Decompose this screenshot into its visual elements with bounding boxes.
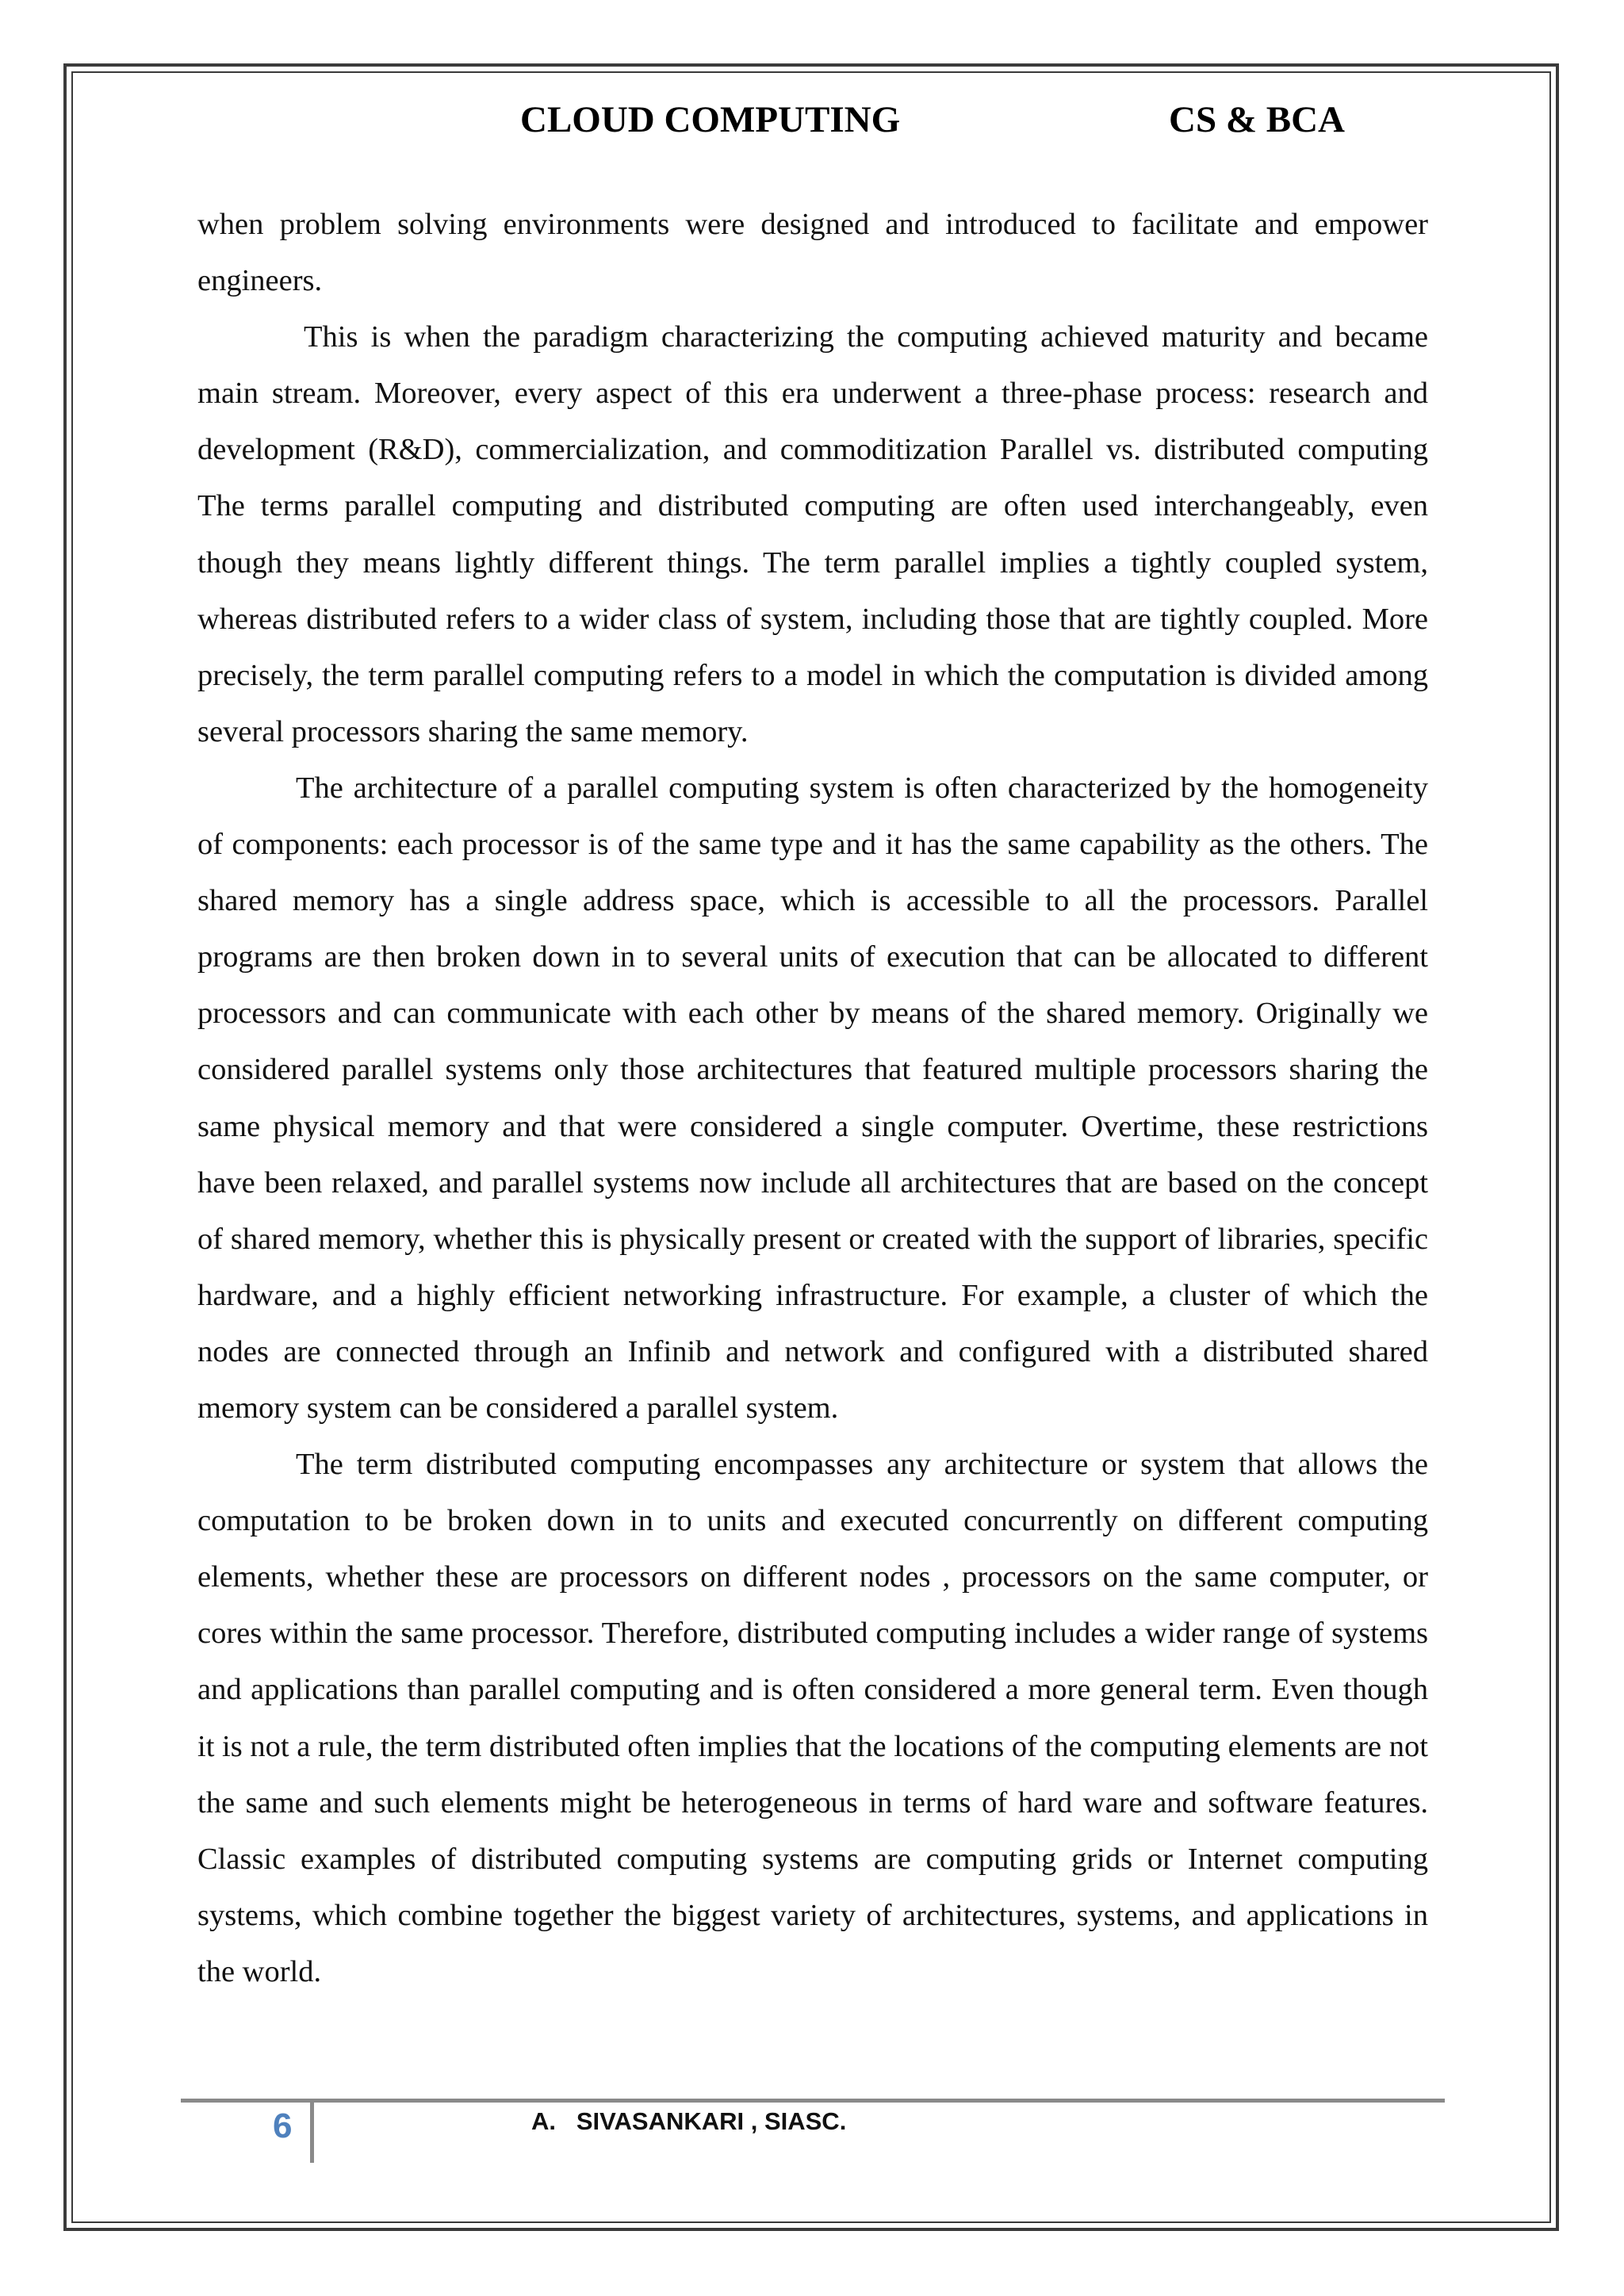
header-subject-title: CLOUD COMPUTING (520, 99, 901, 140)
paragraph-parallel-vs-distributed: This is when the paradigm characterizing the computing achieved maturity and became main stream. Moreover, every aspect of this era underwent a three-phase process: research and development (R&D), commercialization, and commoditization Parallel vs. distributed computing The terms parallel computing and distributed computing are often used interchangeably, even though they means lightly different things. The term parallel implies a tightly coupled system, whereas distributed refers to a wider class of system, including those that are tightly coupled. More precisely, the term parallel computing refers to a model in which the computation is divided among several processors sharing the same memory. (197, 320, 1428, 748)
footer-author: A. SIVASANKARI , SIASC. (531, 2107, 847, 2135)
paragraph-continued: when problem solving environments were designed and introduced to facilitate and empower engineers. (197, 208, 1428, 298)
paragraph-parallel-architecture: The architecture of a parallel computing system is often characterized by the homogeneity of components: each processor is of the same type and it has the same capability as the others. The shared memory has a single address space, which is accessible to all the processors. Parallel programs are then broken down in to several units of execution that can be allocated to different processors and can communicate with each other by means of the shared memory. Originally we considered parallel systems only those architectures that featured multiple processors sharing the same physical memory and that were considered a single computer. Overtime, these restrictions have been relaxed, and parallel systems now include all architectures that are based on the concept of shared memory, whether this is physically present or created with the support of libraries, specific hardware, and a highly efficient networking infrastructure. For example, a cluster of which the nodes are connected through an Infinib and network and configured with a distributed shared memory system can be considered a parallel system. (197, 771, 1428, 1425)
page-number: 6 (273, 2107, 293, 2145)
header-course-title: CS & BCA (1169, 99, 1345, 140)
body-text (197, 197, 1428, 2000)
footer-divider (181, 2099, 1445, 2103)
page-header (0, 98, 1624, 149)
paragraph-distributed-computing: The term distributed computing encompasses any architecture or system that allows the computation to be broken down in to units and executed concurrently on different computing elements, whether these are processors on different nodes , processors on the same computer, or cores within the same processor. Therefore, distributed computing includes a wider range of systems and applications than parallel computing and is often considered a more general term. Even though it is not a rule, the term distributed often implies that the locations of the computing elements are not the same and such elements might be heterogeneous in terms of hard ware and software features. Classic examples of distributed computing systems are computing grids or Internet computing systems, which combine together the biggest variety of architectures, systems, and applications in the world. (197, 1448, 1428, 1988)
footer-vertical-divider (310, 2103, 314, 2163)
